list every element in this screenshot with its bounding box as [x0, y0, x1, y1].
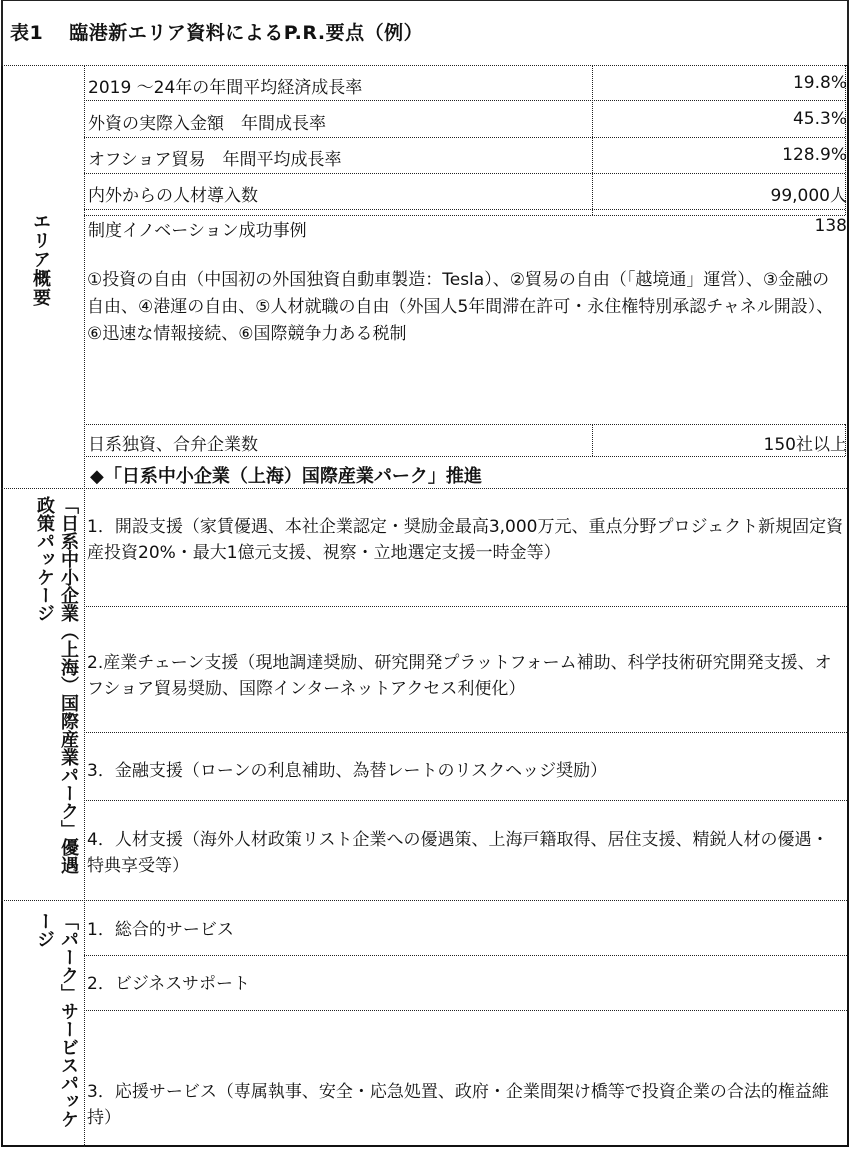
- row-divider: [84, 1010, 849, 1011]
- metric-label: 内外からの人材導入数: [88, 186, 258, 206]
- section-divider: [1, 65, 849, 66]
- promotion-heading: ◆「日系中小企業（上海）国際産業パーク」推進: [90, 466, 482, 487]
- metric-label: オフショア貿易 年間平均成長率: [88, 150, 342, 170]
- metric-value: 45.3%: [792, 109, 847, 129]
- metric-label: 制度イノベーション成功事例: [88, 221, 307, 241]
- japanese-firms-label: 日系独資、合弁企業数: [88, 435, 258, 455]
- row-divider: [84, 955, 849, 956]
- service-item: 1．総合的サービス: [87, 920, 234, 940]
- metric-label: 外資の実際入金額 年間成長率: [88, 114, 326, 134]
- row-divider: [84, 209, 845, 210]
- service-item: 3．応援サービス（専属執事、安全・応急処置、政府・企業間架け橋等で投資企業の合法的権益維持）: [87, 1082, 829, 1128]
- row-divider: [84, 173, 845, 174]
- service-package-label: 「パーク」サービスパッケージ: [34, 912, 79, 1128]
- policy-item: 3．金融支援（ローンの利息補助、為替レートのリスクヘッジ奨励）: [87, 761, 608, 781]
- value-column-divider: [592, 424, 593, 456]
- metric-value: 19.8%: [792, 73, 847, 93]
- top-border: [1, 0, 849, 1]
- policy-item: 1．開設支援（家賃優遇、本社企業認定・奨励金最高3,000万元、重点分野プロジェクト新規固定資産投資20%・最大1億元支援、視察・立地選定支援一時金等）: [87, 517, 844, 563]
- metric-value: 128.9%: [782, 145, 847, 165]
- value-column-divider: [592, 65, 593, 215]
- table-number: 表1: [10, 22, 44, 44]
- row-divider: [84, 424, 845, 425]
- policy-item: 4．人材支援（海外人材政策リスト企業への優遇策、上海戸籍取得、居住支援、精鋭人材の優遇・特典享受等）: [87, 830, 829, 876]
- table-title-text: 臨港新エリア資料によるP.R.要点（例）: [69, 22, 424, 44]
- row-divider: [84, 606, 849, 607]
- metric-value: 138: [814, 216, 847, 236]
- row-divider: [84, 100, 845, 101]
- table-title: [10, 18, 423, 45]
- policy-package-label: 「日系中小企業（上海）国際産業パーク」優遇政策パッケージ: [34, 496, 79, 874]
- left-border-top: [1, 0, 3, 65]
- service-item: 2．ビジネスサポート: [87, 974, 250, 994]
- metric-label: 2019 ～24年の年間平均経済成長率: [88, 78, 363, 98]
- freedoms-paragraph: ①投資の自由（中国初の外国独資自動車製造：Tesla）、②貿易の自由（「越境通」運営）、③金融の自由、④港運の自由、⑤人材就職の自由（外国人5年間滞在許可・永住権特別承認チャネル開設）、⑥迅速な情報接続、⑥国際競争力ある税制: [87, 270, 834, 344]
- right-border-top: [847, 0, 849, 65]
- area-overview-label: エリア概要: [30, 212, 51, 307]
- row-divider: [84, 456, 845, 457]
- metric-value: 99,000人: [770, 186, 847, 206]
- section-divider: [1, 900, 849, 901]
- row-divider: [84, 137, 845, 138]
- row-divider: [84, 732, 849, 733]
- section-divider: [1, 488, 849, 489]
- row-divider: [84, 800, 849, 801]
- policy-item: 2.産業チェーン支援（現地調達奨励、研究開発プラットフォーム補助、科学技術研究開発支援、オフショア貿易奨励、国際インターネットアクセス利便化）: [87, 653, 832, 699]
- japanese-firms-value: 150社以上: [763, 435, 847, 455]
